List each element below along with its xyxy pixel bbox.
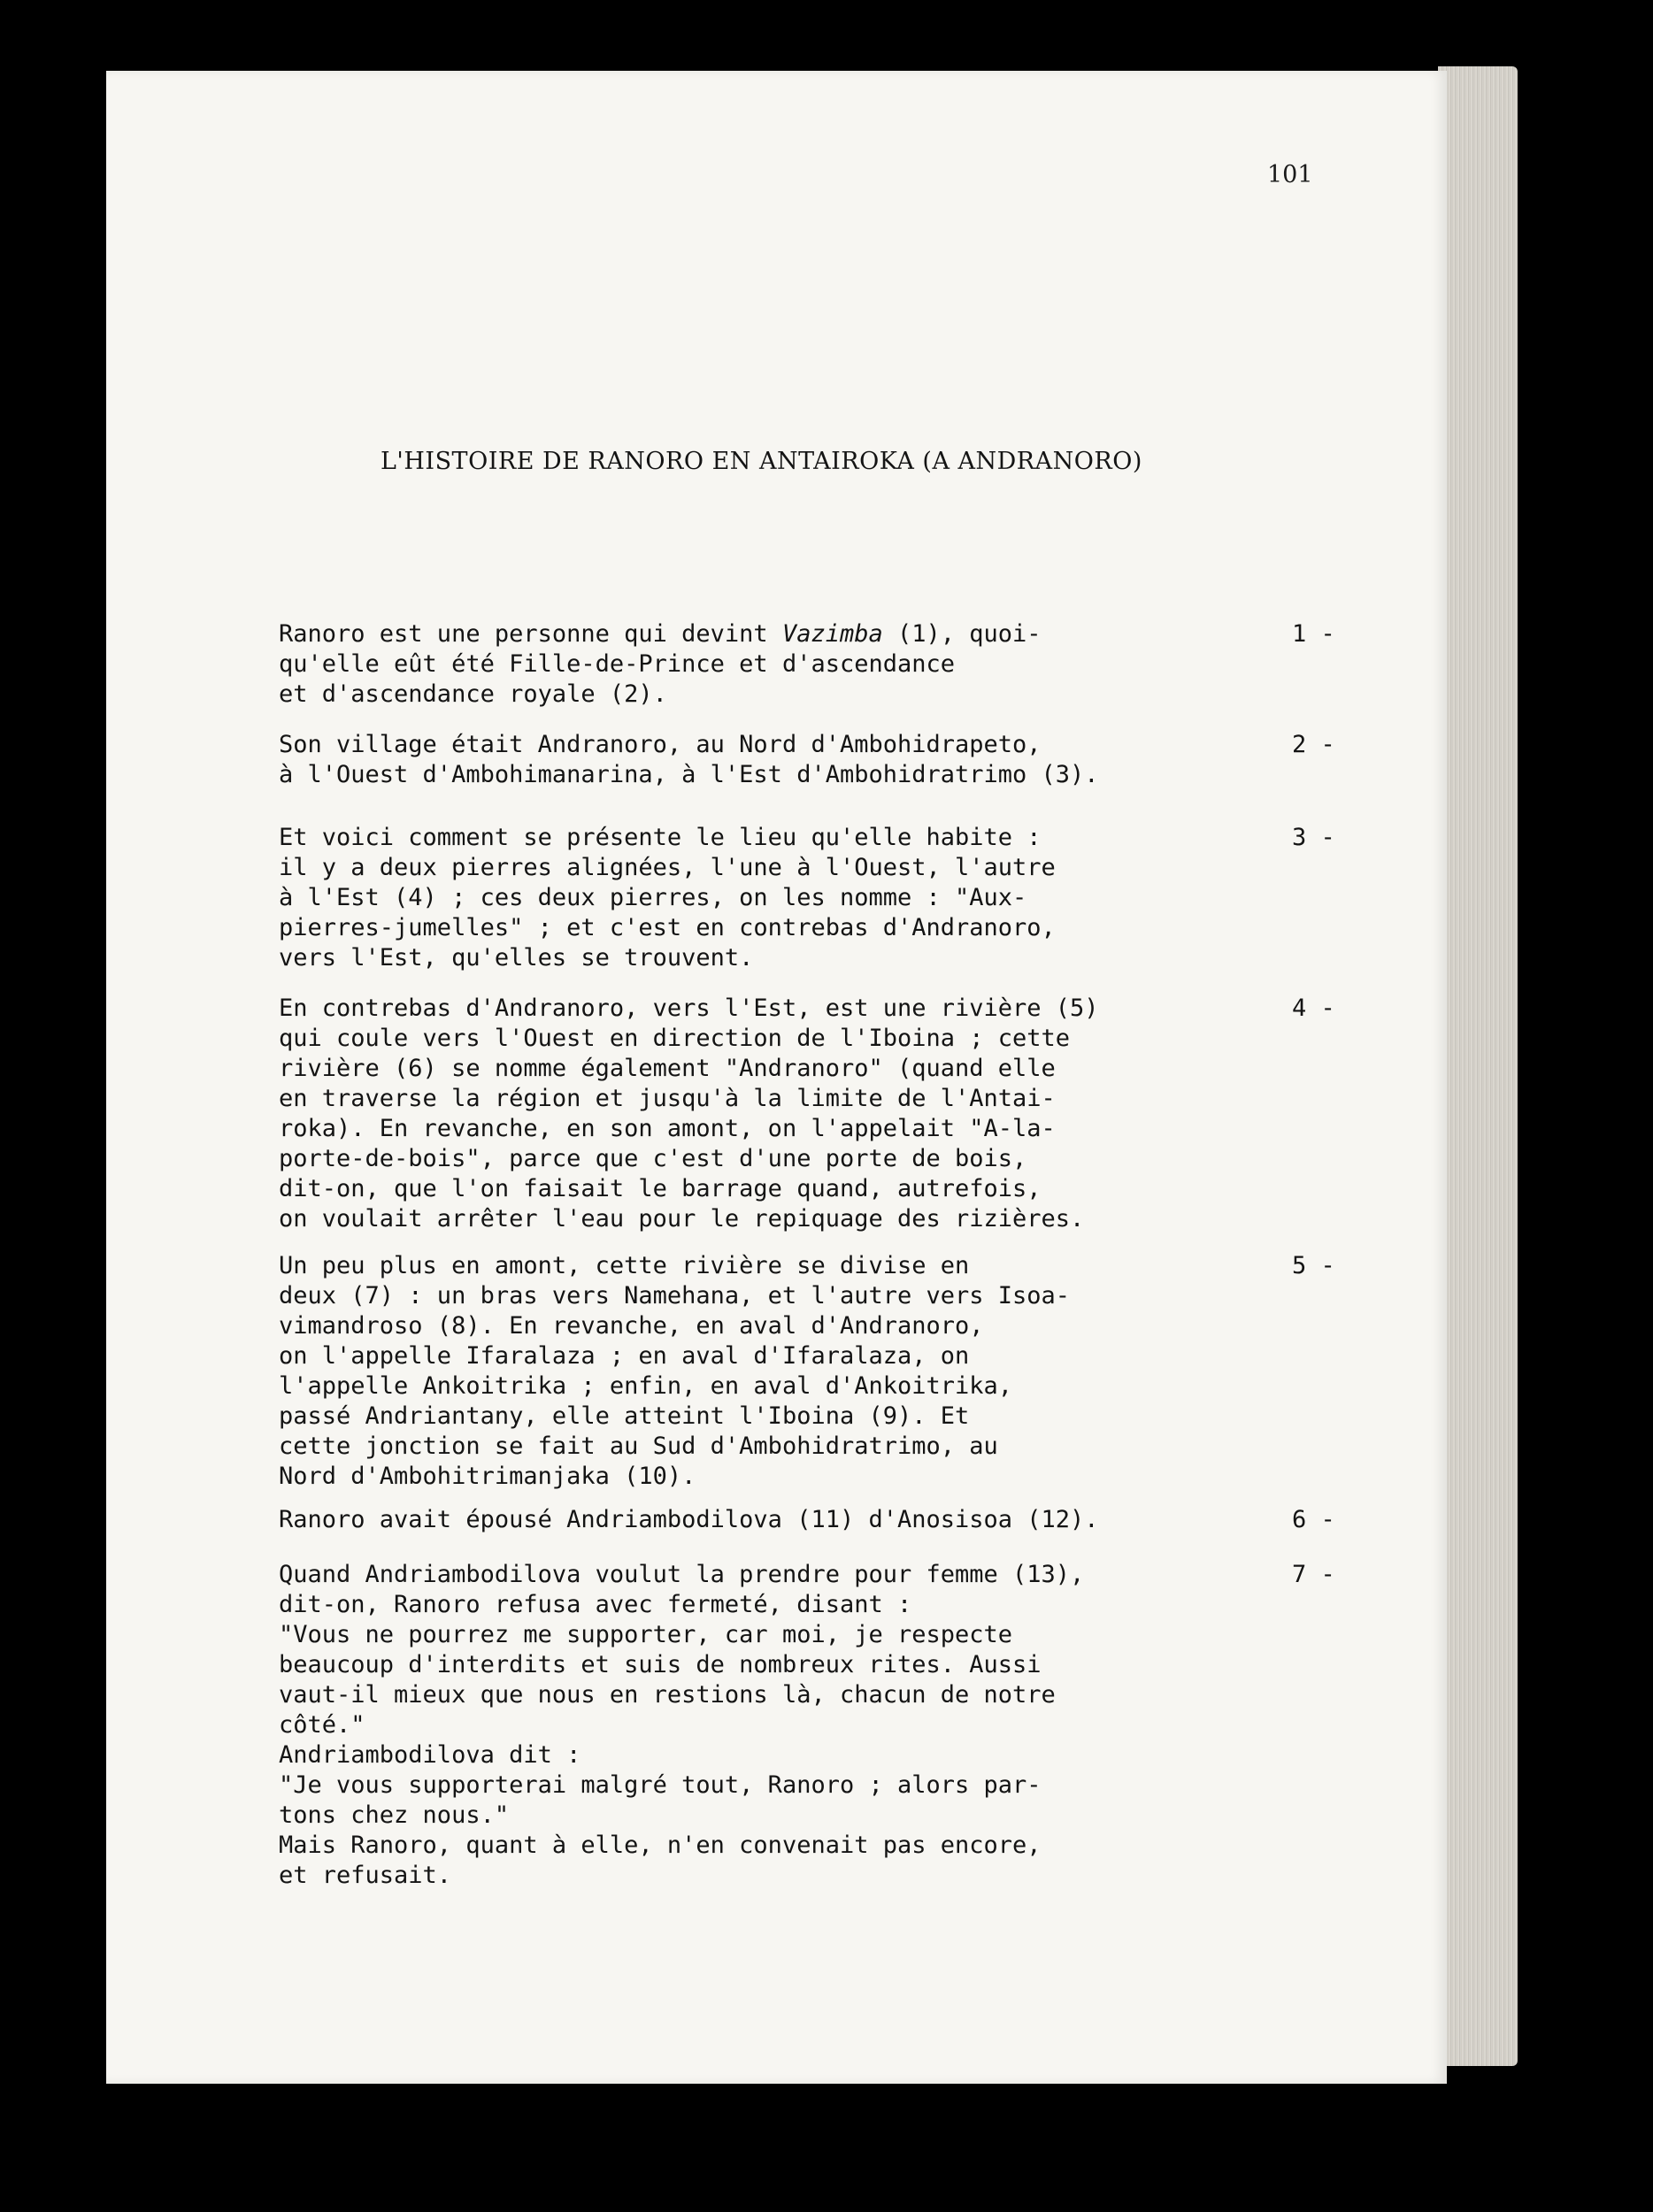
text-line: Un peu plus en amont, cette rivière se divise en (279, 1252, 970, 1279)
text-line: en traverse la région et jusqu'à la limite de l'Antai- (279, 1085, 1056, 1112)
text-line: Andriambodilova dit : (279, 1741, 581, 1769)
text-line: dit-on, Ranoro refusa avec fermeté, disant : (279, 1591, 912, 1618)
paragraph-7 (279, 1560, 1243, 1891)
paragraph-5 (279, 1251, 1243, 1492)
paragraph-number: 5 - (1292, 1252, 1335, 1279)
text-line: Quand Andriambodilova voulut la prendre pour femme (13), (279, 1561, 1085, 1588)
text-line: "Je vous supporterai malgré tout, Ranoro ; alors par- (279, 1771, 1042, 1799)
text-line: qu'elle eût été Fille-de-Prince et d'ascendance (279, 650, 956, 678)
text-line: qui coule vers l'Ouest en direction de l'Iboina ; cette (279, 1025, 1071, 1052)
text-line: "Vous ne pourrez me supporter, car moi, je respecte (279, 1621, 1013, 1648)
paragraph-1 (279, 619, 1243, 710)
text-line: porte-de-bois", parce que c'est d'une porte de bois, (279, 1145, 1027, 1172)
text-line: rivière (6) se nomme également "Andranoro" (quand elle (279, 1055, 1056, 1082)
paragraph-number: 7 - (1292, 1561, 1335, 1588)
text-line: dit-on, que l'on faisait le barrage quand, autrefois, (279, 1175, 1042, 1202)
paragraph-number: 4 - (1292, 995, 1335, 1022)
text-line: Mais Ranoro, quant à elle, n'en convenait pas encore, (279, 1832, 1042, 1859)
paragraph-number: 6 - (1292, 1506, 1335, 1533)
text-line: à l'Ouest d'Ambohimanarina, à l'Est d'Ambohidratrimo (3). (279, 761, 1099, 788)
paragraph-number: 3 - (1292, 824, 1335, 851)
text-line: et d'ascendance royale (2). (279, 680, 667, 708)
paragraph-2 (279, 730, 1243, 790)
italic-word: Vazimba (781, 620, 883, 648)
text-line: tons chez nous." (279, 1801, 510, 1829)
text-line: En contrebas d'Andranoro, vers l'Est, est une rivière (5) (279, 995, 1099, 1022)
text-line: Ranoro est une personne qui devint Vazimba (1), quoi- (279, 620, 1042, 648)
text-line: pierres-jumelles" ; et c'est en contrebas d'Andranoro, (279, 914, 1056, 941)
text-line: Son village était Andranoro, au Nord d'Ambohidrapeto, (279, 731, 1042, 758)
page-number: 101 (1267, 161, 1313, 188)
text-line: il y a deux pierres alignées, l'une à l'Ouest, l'autre (279, 854, 1056, 881)
paragraph-3 (279, 823, 1243, 973)
paragraph-6 (279, 1505, 1243, 1535)
text-line: à l'Est (4) ; ces deux pierres, on les nomme : "Aux- (279, 884, 1027, 911)
chapter-title: L'HISTOIRE DE RANORO EN ANTAIROKA (A ANDRANORO) (381, 448, 1142, 475)
text-line: et refusait. (279, 1862, 452, 1889)
text-line: cette jonction se fait au Sud d'Ambohidratrimo, au (279, 1432, 998, 1460)
text-line: Nord d'Ambohitrimanjaka (10). (279, 1463, 696, 1490)
text-line: vaut-il mieux que nous en restions là, chacun de notre (279, 1681, 1056, 1709)
text-line: beaucoup d'interdits et suis de nombreux rites. Aussi (279, 1651, 1042, 1678)
text-line: vimandroso (8). En revanche, en aval d'Andranoro, (279, 1312, 984, 1340)
text-line: côté." (279, 1711, 365, 1739)
paragraph-number: 2 - (1292, 731, 1335, 758)
paragraph-4 (279, 994, 1243, 1234)
text-line: on l'appelle Ifaralaza ; en aval d'Ifaralaza, on (279, 1342, 970, 1370)
text-line: Ranoro avait épousé Andriambodilova (11) d'Anosisoa (12). (279, 1506, 1099, 1533)
text-line: on voulait arrêter l'eau pour le repiquage des rizières. (279, 1205, 1085, 1233)
paragraph-number: 1 - (1292, 620, 1335, 648)
text-line: deux (7) : un bras vers Namehana, et l'autre vers Isoa- (279, 1282, 1071, 1310)
text-line: vers l'Est, qu'elles se trouvent. (279, 944, 754, 972)
text-line: roka). En revanche, en son amont, on l'appelait "A-la- (279, 1115, 1056, 1142)
text-line: Et voici comment se présente le lieu qu'elle habite : (279, 824, 1042, 851)
text-line: l'appelle Ankoitrika ; enfin, en aval d'Ankoitrika, (279, 1372, 1013, 1400)
text-line: passé Andriantany, elle atteint l'Iboina (9). Et (279, 1402, 970, 1430)
